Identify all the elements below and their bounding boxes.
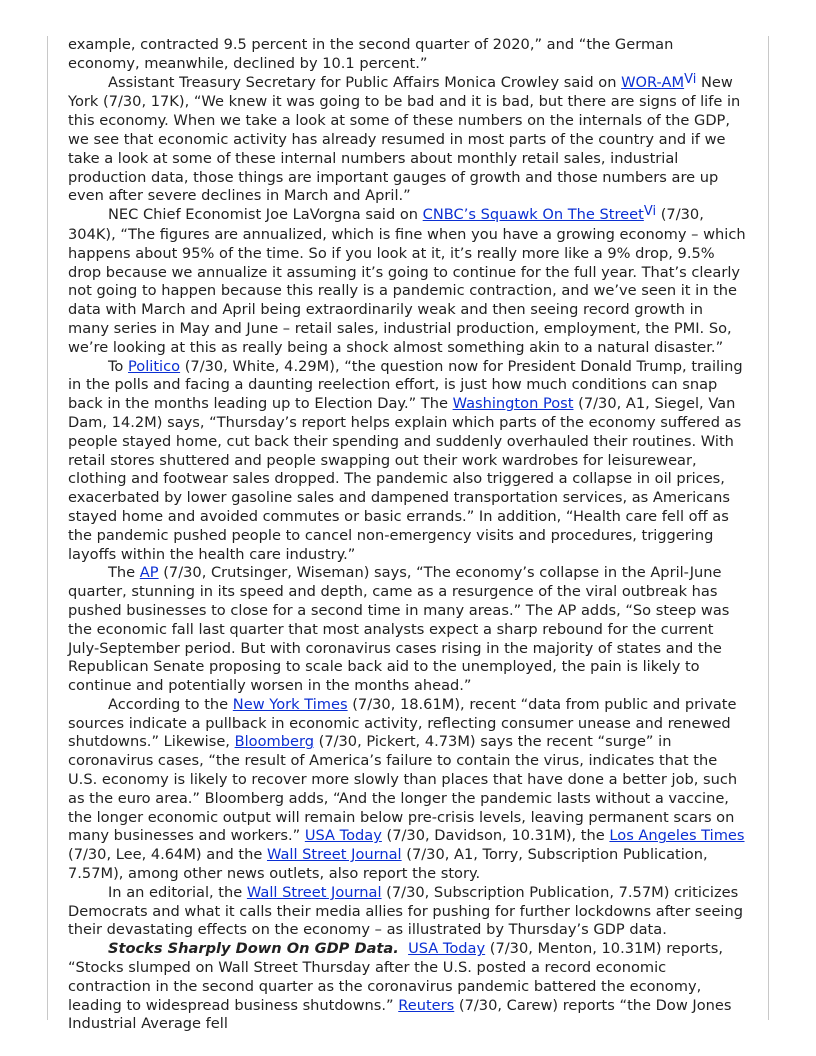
link-politico[interactable]: Politico — [128, 357, 181, 375]
right-margin-rule — [768, 36, 769, 1020]
link-wall-street-journal[interactable]: Wall Street Journal — [266, 846, 402, 864]
video-indicator[interactable]: Vi — [643, 204, 657, 220]
link-ap[interactable]: AP — [139, 564, 159, 582]
paragraph-stocks: Stocks Sharply Down On GDP Data. USA Today (7/30, Menton, 10.31M) reports, “Stocks slumped on Wall Street Thursday after the U.S. posted a record economic contraction in the second quarter as the coronavirus pandemic battered the economy, leading to widespread business shutdowns.” Reuters (7/30, Carew) reports “the Dow Jones Industrial Average fell — [68, 940, 732, 1033]
link-reuters[interactable]: Reuters — [398, 996, 455, 1014]
document-body — [68, 36, 748, 1034]
paragraph-crowley: Assistant Treasury Secretary for Public Affairs Monica Crowley said on WOR-$AM^{Vi}$ New York (7/30, 17K), “We knew it was going to be bad and it is bad, but there are signs of life in this economy. When we take a look at some of these numbers on the internals of the GDP, we see that economic activity has already resumed in most parts of the country and if we take a look at some of these internal numbers about monthly retail sales, industrial production data, those things are important gauges of growth and those numbers are up even after severe declines in March and April.” — [68, 71, 741, 205]
link-usa-today[interactable]: USA Today — [304, 827, 382, 845]
left-margin-rule — [47, 36, 48, 1020]
link-wall-street-journal[interactable]: Wall Street Journal — [246, 883, 382, 901]
section-heading: Stocks Sharply Down On GDP Data. — [108, 940, 399, 958]
link-los-angeles-times[interactable]: Los Angeles Times — [609, 827, 745, 845]
link-washington-post[interactable]: Washington Post — [452, 395, 574, 413]
paragraph-wsj-editorial: In an editorial, the Wall Street Journal (7/30, Subscription Publication, 7.57M) criticizes Democrats and what it calls their media allies for pushing for further lockdowns after seeing their devastating effects on the economy – as illustrated by Thursday’s GDP data. — [68, 883, 744, 939]
video-indicator[interactable]: Vi — [684, 71, 697, 87]
link-new-york-times[interactable]: New York Times — [232, 695, 348, 713]
link-bloomberg[interactable]: Bloomberg — [234, 733, 314, 751]
link-usa-today[interactable]: USA Today — [408, 940, 486, 958]
link-wor-am[interactable]: WOR-AM — [621, 73, 685, 91]
link-cnbc-squawk[interactable]: CNBC’s Squawk On The Street — [422, 206, 644, 224]
paragraph-german-economy: example, contracted 9.5 percent in the second quarter of 2020,” and “the German economy, meanwhile, declined by 10.1 percent.” — [68, 36, 674, 72]
paragraph-politico-wapo: To Politico (7/30, White, 4.29M), “the question now for President Donald Trump, trailing in the polls and facing a daunting reelection effort, is just how much conditions can snap back in the months leading up to Election Day.” The Washington Post (7/30, A1, Siegel, Van Dam, 14.2M) says, “Thursday’s report helps explain which parts of the economy suffered as people stayed home, cut back their spending and suddenly overhauled their routines. With retail stores shuttered and people swapping out their work wardrobes for leisurewear, clothing and footwear sales dropped. The pandemic also triggered a collapse in oil prices, exacerbated by lower gasoline sales and dampened transportation services, as Americans stayed home and avoided commutes or basic errands.” In addition, “Health care fell off as the pandemic pushed people to cancel non-emergency visits and procedures, triggering layoffs within the health care industry.” — [68, 357, 743, 563]
paragraph-ap: The AP (7/30, Crutsinger, Wiseman) says, “The economy’s collapse in the April-June quarter, stunning in its speed and depth, came as a resurgence of the viral outbreak has pushed businesses to close for a second time in many areas.” The AP adds, “So steep was the economic fall last quarter that most analysts expect a sharp rebound for the current July-September period. But with coronavirus cases rising in the majority of states and the Republican Senate proposing to scale back aid to the unemployed, the pain is likely to continue and potentially worsen in the months ahead.” — [68, 564, 730, 695]
paragraph-nyt-bloomberg: According to the New York Times (7/30, 18.61M), recent “data from public and private sources indicate a pullback in economic activity, reflecting consumer unease and renewed shutdowns.” Likewise, Bloomberg (7/30, Pickert, 4.73M) says the recent “surge” in coronavirus cases, “the result of America’s failure to contain the virus, indicates that the U.S. economy is likely to recover more slowly than places that have done a better job, such as the euro area.” Bloomberg adds, “And the longer the pandemic lasts without a vaccine, the longer economic output will remain below pre-crisis levels, leaving permanent scars on many businesses and workers.” USA Today (7/30, Davidson, 10.31M), the Los Angeles Times (7/30, Lee, 4.64M) and the Wall Street Journal (7/30, A1, Torry, Subscription Publication, 7.57M), among other news outlets, also report the story. — [68, 695, 745, 883]
paragraph-lavorgna: NEC Chief Economist Joe LaVorgna said on CNBC’s Squawk On The Street$^{Vi}$ (7/30, 304K), “The figures are annualized, which is fine when you have a growing economy – which happens about 95% of the time. So if you look at it, it’s really more like a 9% drop, 9.5% drop because we annualize it assuming it’s going to continue for the full year. That’s clearly not going to happen because this really is a pandemic contraction, and we’ve seen it in the data with March and April being extraordinarily weak and then seeing record growth in many series in May and June – retail sales, industrial production, employment, the PMI. So, we’re looking at this as really being a shock almost something akin to a natural disaster.” — [68, 204, 746, 356]
